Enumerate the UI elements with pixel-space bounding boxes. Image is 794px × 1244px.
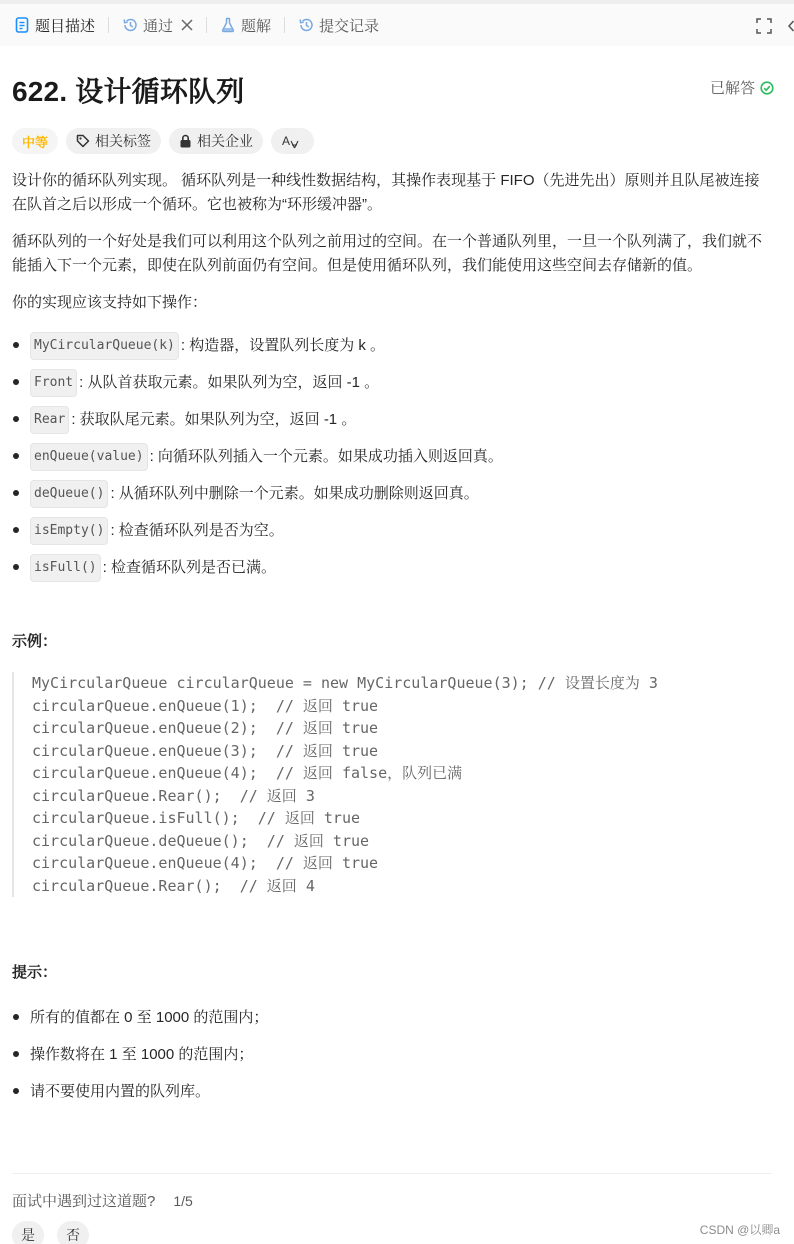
tab-description[interactable] <box>10 4 99 46</box>
operations-list <box>12 327 774 586</box>
list-item: 请不要使用内置的队列库。 <box>12 1073 774 1110</box>
list-item <box>12 327 774 364</box>
related-companies-label: 相关企业 <box>197 133 254 149</box>
tab-label: 题目描述 <box>35 17 96 35</box>
document-icon <box>14 17 30 33</box>
related-tags-label: 相关标签 <box>95 133 152 149</box>
history-icon <box>298 17 314 33</box>
example-heading: 示例： <box>12 633 58 650</box>
inline-code: enQueue(value) <box>30 443 148 471</box>
description-paragraph: 你的实现应该支持如下操作： <box>12 294 208 311</box>
code-line: circularQueue.enQueue(2); // 返回 true <box>32 719 379 737</box>
tab-submissions[interactable] <box>294 4 383 46</box>
translate-glyph: A <box>282 134 291 148</box>
no-button[interactable]: 否 <box>57 1221 89 1244</box>
problem-description <box>12 46 774 1110</box>
yes-button[interactable]: 是 <box>12 1221 44 1244</box>
operation-text: : 从队首获取元素。如果队列为空，返回 -1 。 <box>79 373 380 391</box>
code-line: circularQueue.Rear(); // 返回 4 <box>32 876 315 895</box>
code-line: circularQueue.Rear(); // 返回 3 <box>32 786 315 805</box>
list-item <box>12 401 774 438</box>
list-item <box>12 512 774 549</box>
operation-text: : 构造器，设置队列长度为 k 。 <box>180 336 386 354</box>
title-row <box>12 46 774 128</box>
example-code-block[interactable] <box>12 672 774 897</box>
tab-bar <box>0 0 794 46</box>
inline-code: isFull() <box>30 554 101 582</box>
tab-divider <box>284 17 285 33</box>
code-line: circularQueue.enQueue(1); // 返回 true <box>32 696 379 715</box>
list-item: 所有的值都在 0 至 1000 的范围内； <box>12 999 774 1036</box>
list-item <box>12 364 774 401</box>
interview-question <box>12 1190 193 1211</box>
related-companies-button[interactable] <box>169 128 263 154</box>
code-line: circularQueue.enQueue(3); // 返回 true <box>32 741 379 760</box>
divider <box>12 1173 772 1174</box>
inline-code: isEmpty() <box>30 517 108 545</box>
operation-text: : 检查循环队列是否已满。 <box>102 558 276 576</box>
flask-icon <box>220 17 236 33</box>
fullscreen-icon[interactable] <box>756 18 772 34</box>
history-icon <box>122 17 138 33</box>
tag-row <box>12 128 774 156</box>
operation-text: : 向循环队列插入一个元素。如果成功插入则返回真。 <box>149 447 503 465</box>
hints-heading: 提示： <box>12 964 58 981</box>
inline-code: Rear <box>30 406 69 434</box>
description-paragraph: 循环队列的一个好处是我们可以利用这个队列之前用过的空间。在一个普通队列里，一旦一个队列满了，我们就不能插入下一个元素，即使在队列前面仍有空间。但是使用循环队列，我们能使用这些空间去存储新的值。 <box>12 233 763 274</box>
hints-list <box>12 999 774 1110</box>
description-body <box>12 169 774 1110</box>
tag-icon <box>76 134 90 148</box>
lock-icon <box>179 134 192 148</box>
inline-code: MyCircularQueue(k) <box>30 332 179 360</box>
solved-status <box>710 77 774 98</box>
operation-text: : 检查循环队列是否为空。 <box>110 521 284 539</box>
code-line: circularQueue.isFull(); // 返回 true <box>32 809 361 827</box>
problem-title[interactable]: 622. 设计循环队列 <box>12 76 245 107</box>
inline-code: deQueue() <box>30 480 108 508</box>
tab-label: 题解 <box>241 17 272 35</box>
tab-label: 提交记录 <box>319 17 380 35</box>
list-item <box>12 549 774 586</box>
operation-text: : 获取队尾元素。如果队列为空，返回 -1 。 <box>71 410 357 428</box>
code-line: MyCircularQueue circularQueue = new MyCircularQueue(3); // 设置长度为 3 <box>32 674 658 692</box>
operation-text: : 从循环队列中删除一个元素。如果成功删除则返回真。 <box>110 484 479 502</box>
interview-count: 1/5 <box>173 1192 193 1209</box>
related-tags-button[interactable] <box>66 128 161 154</box>
difficulty-badge: 中等 <box>12 128 58 154</box>
close-icon[interactable] <box>181 19 193 31</box>
inline-code: Front <box>30 369 77 397</box>
tab-accepted[interactable] <box>118 4 197 46</box>
tab-label: 通过 <box>143 17 174 35</box>
check-circle-icon <box>760 81 774 95</box>
tab-solutions[interactable] <box>216 4 275 46</box>
translate-button[interactable] <box>271 128 314 154</box>
chevron-left-icon[interactable] <box>788 18 794 34</box>
list-item: 操作数将在 1 至 1000 的范围内； <box>12 1036 774 1073</box>
tab-divider <box>108 17 109 33</box>
interview-question-text: 面试中遇到过这道题? <box>12 1193 156 1210</box>
code-line: circularQueue.deQueue(); // 返回 true <box>32 831 370 850</box>
list-item <box>12 438 774 475</box>
code-line: circularQueue.enQueue(4); // 返回 false，队列已满 <box>32 764 463 782</box>
description-paragraph: 设计你的循环队列实现。 循环队列是一种线性数据结构，其操作表现基于 FIFO（先进先出）原则并且队尾被连接在队首之后以形成一个循环。它也被称为“环形缓冲器”。 <box>12 172 760 213</box>
code-line: circularQueue.enQueue(4); // 返回 true <box>32 854 379 872</box>
solved-label: 已解答 <box>709 80 755 97</box>
translate-icon <box>281 133 299 149</box>
watermark: CSDN @以卿a <box>699 1223 780 1237</box>
tab-divider <box>206 17 207 33</box>
list-item <box>12 475 774 512</box>
